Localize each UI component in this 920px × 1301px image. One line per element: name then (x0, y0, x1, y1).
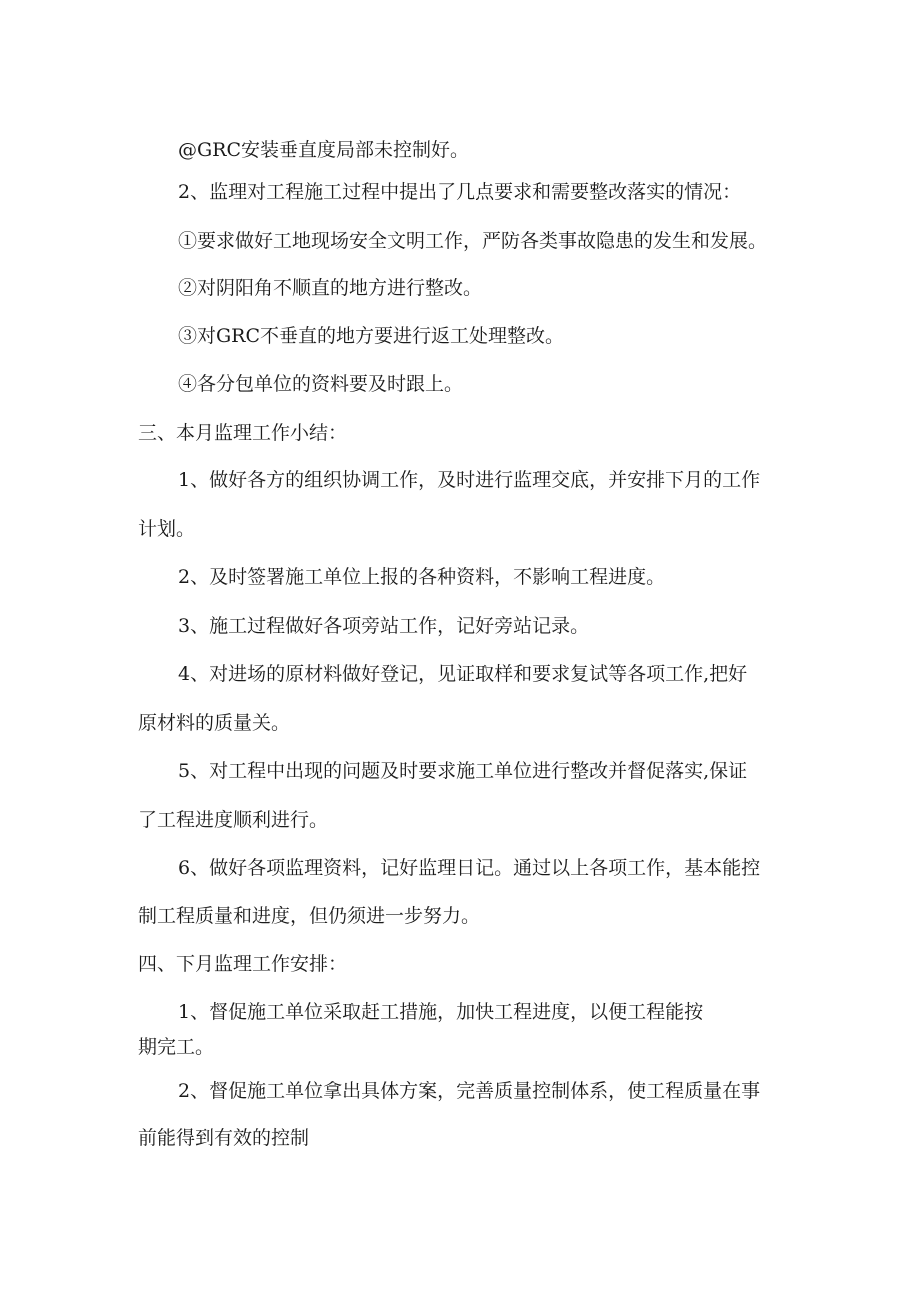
text-line-6: ④各分包单位的资料要及时跟上。 (178, 373, 464, 395)
text-line-9: 计划。 (138, 518, 196, 540)
text-line-20: 期完工。 (138, 1036, 215, 1058)
text-line-16: 6、做好各项监理资料，记好监理日记。通过以上各项工作，基本能控 (178, 857, 761, 879)
text-line-15: 了工程进度顺利进行。 (138, 809, 329, 831)
text-line-5: ③对GRC不垂直的地方要进行返工处理整改。 (178, 325, 565, 347)
text-line-17: 制工程质量和进度，但仍须进一步努力。 (138, 905, 481, 927)
text-line-12: 4、对进场的原材料做好登记，见证取样和要求复试等各项工作,把好 (178, 663, 748, 685)
section-heading-4: 四、下月监理工作安排： (138, 953, 348, 975)
text-line-8: 1、做好各方的组织协调工作，及时进行监理交底，并安排下月的工作 (178, 469, 761, 491)
text-line-10: 2、及时签署施工单位上报的各种资料，不影响工程进度。 (178, 566, 666, 588)
text-line-19: 1、督促施工单位采取赶工措施，加快工程进度，以便工程能按 (178, 1001, 704, 1023)
text-line-11: 3、施工过程做好各项旁站工作，记好旁站记录。 (178, 615, 590, 637)
text-line-2: 2、监理对工程施工过程中提出了几点要求和需要整改落实的情况： (178, 181, 742, 203)
text-line-3: ①要求做好工地现场安全文明工作，严防各类事故隐患的发生和发展。 (178, 230, 768, 252)
text-line-4: ②对阴阳角不顺直的地方进行整改。 (178, 277, 483, 299)
section-heading-3: 三、本月监理工作小结： (138, 422, 348, 444)
text-line-22: 前能得到有效的控制 (138, 1127, 310, 1149)
text-line-21: 2、督促施工单位拿出具体方案，完善质量控制体系，使工程质量在事 (178, 1080, 761, 1102)
text-line-14: 5、对工程中出现的问题及时要求施工单位进行整改并督促落实,保证 (178, 760, 748, 782)
text-line-1: @GRC安装垂直度局部未控制好。 (178, 139, 470, 161)
text-line-13: 原材料的质量关。 (138, 712, 291, 734)
